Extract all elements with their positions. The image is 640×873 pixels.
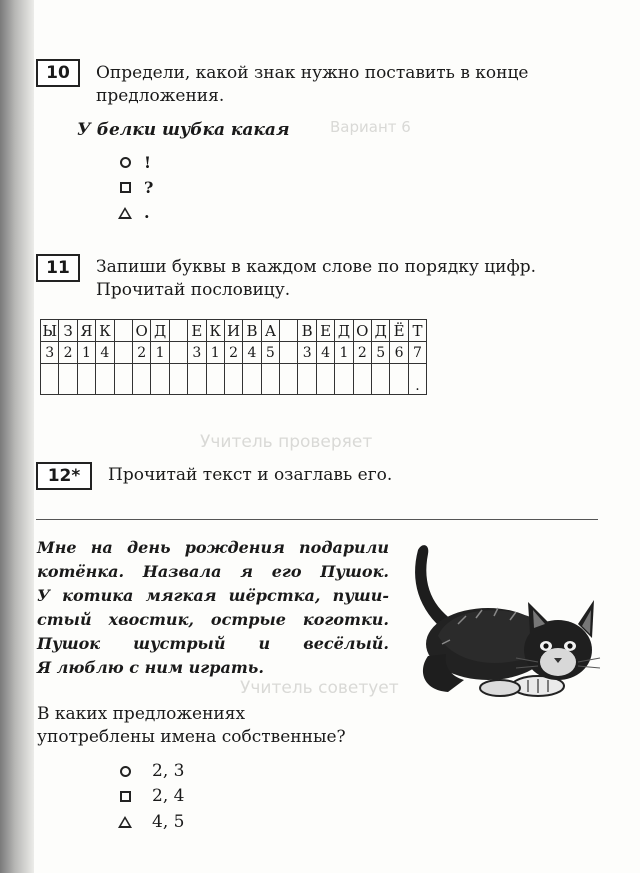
task10-option-3[interactable]: . bbox=[112, 203, 150, 222]
bleed-through-text: Учитель советует bbox=[240, 678, 399, 698]
grid-digit-cell: 3 bbox=[298, 342, 316, 364]
task10-instruction: Определи, какой знак нужно поставить в конце предложения. bbox=[96, 63, 529, 106]
grid-letter-cell: И bbox=[224, 320, 242, 342]
grid-answer-cell[interactable] bbox=[224, 364, 242, 395]
grid-answer-cell[interactable] bbox=[206, 364, 224, 395]
grid-letter-cell: Е bbox=[188, 320, 206, 342]
grid-letter-cell: А bbox=[261, 320, 279, 342]
square-icon bbox=[120, 182, 131, 193]
grid-letter-cell: Ы bbox=[42, 321, 58, 340]
task-number-10: 10 bbox=[36, 59, 80, 87]
grid-digit-cell bbox=[280, 342, 298, 364]
grid-answer-cell[interactable] bbox=[132, 364, 150, 395]
grid-digit-cell: 3 bbox=[41, 342, 59, 364]
grid-answer-cell[interactable] bbox=[353, 364, 371, 395]
task12-story: Мне на день рождения подарили котёнка. Назвала я его Пушок. У котика мягкая шёрстка, пуши- стый хвостик, острые коготки. Пушок шустрый и весёлый. Я люблю с ним играть. bbox=[37, 538, 389, 677]
grid-answer-cell[interactable] bbox=[59, 364, 77, 395]
grid-answer-cell[interactable] bbox=[261, 364, 279, 395]
task10-option-2[interactable]: ? bbox=[112, 178, 153, 197]
task12-option-1[interactable]: 2, 3 bbox=[112, 761, 184, 781]
grid-letter-cell: Ё bbox=[390, 320, 408, 342]
kitten-illustration bbox=[388, 540, 604, 700]
grid-digit-cell: 5 bbox=[372, 342, 390, 364]
grid-answer-cell[interactable] bbox=[298, 364, 316, 395]
grid-digit-cell: 1 bbox=[206, 342, 224, 364]
grid-letter-cell: Т bbox=[408, 320, 426, 342]
grid-digit-cell: 1 bbox=[335, 342, 353, 364]
task12-option-3[interactable]: 4, 5 bbox=[112, 812, 184, 832]
grid-answer-cell[interactable] bbox=[114, 364, 132, 395]
task11-instruction: Запиши буквы в каждом слове по порядку цифр. Прочитай пословицу. bbox=[96, 257, 537, 300]
grid-answer-cell[interactable]: . bbox=[408, 364, 426, 395]
grid-answer-cell[interactable] bbox=[77, 364, 95, 395]
task12-option-2[interactable]: 2, 4 bbox=[112, 786, 184, 806]
grid-digit-cell: 4 bbox=[243, 342, 261, 364]
grid-answer-cell[interactable] bbox=[41, 364, 59, 395]
divider bbox=[36, 519, 598, 520]
task-number-11: 11 bbox=[36, 254, 80, 282]
grid-letter-cell: Я bbox=[77, 320, 95, 342]
page-binding-shadow bbox=[0, 0, 34, 873]
task-number-12: 12* bbox=[36, 462, 92, 490]
grid-digit-cell: 1 bbox=[77, 342, 95, 364]
grid-letter-cell: О bbox=[353, 320, 371, 342]
grid-digit-cell bbox=[169, 342, 187, 364]
triangle-icon bbox=[118, 816, 132, 828]
grid-letter-cell: К bbox=[206, 320, 224, 342]
task10-option-1[interactable]: ! bbox=[112, 153, 151, 172]
circle-icon bbox=[120, 766, 131, 777]
grid-digit-cell: 7 bbox=[408, 342, 426, 364]
square-icon bbox=[120, 791, 131, 802]
task10-sentence: У белки шубка какая bbox=[77, 120, 290, 140]
grid-answer-cell[interactable] bbox=[335, 364, 353, 395]
grid-letter-cell: Д bbox=[335, 320, 353, 342]
grid-answer-cell[interactable] bbox=[316, 364, 334, 395]
grid-letter-cell bbox=[280, 320, 298, 342]
grid-letter-cell: О bbox=[132, 320, 150, 342]
task11-letter-grid bbox=[40, 319, 427, 395]
triangle-icon bbox=[118, 207, 132, 219]
grid-letter-cell bbox=[114, 320, 132, 342]
grid-answer-cell[interactable] bbox=[169, 364, 187, 395]
task12-question: В каких предложениях употреблены имена собственные? bbox=[37, 704, 346, 747]
bleed-through-text: Вариант 6 bbox=[330, 118, 411, 136]
grid-digit-cell: 6 bbox=[390, 342, 408, 364]
grid-digit-cell: 2 bbox=[353, 342, 371, 364]
grid-digit-cell bbox=[114, 342, 132, 364]
grid-digit-cell: 3 bbox=[188, 342, 206, 364]
grid-digit-cell: 4 bbox=[96, 342, 114, 364]
grid-digit-cell: 2 bbox=[132, 342, 150, 364]
grid-letter-cell: В bbox=[298, 320, 316, 342]
grid-answer-cell[interactable] bbox=[390, 364, 408, 395]
circle-icon bbox=[120, 157, 131, 168]
task12-instruction: Прочитай текст и озаглавь его. bbox=[108, 465, 393, 485]
grid-answer-cell[interactable] bbox=[96, 364, 114, 395]
grid-letter-cell: Е bbox=[316, 320, 334, 342]
grid-answer-cell[interactable] bbox=[188, 364, 206, 395]
grid-letter-cell: Д bbox=[372, 320, 390, 342]
grid-digit-cell: 1 bbox=[151, 342, 169, 364]
grid-answer-cell[interactable] bbox=[151, 364, 169, 395]
grid-digit-cell: 2 bbox=[59, 342, 77, 364]
grid-digit-cell: 5 bbox=[261, 342, 279, 364]
grid-letter-cell bbox=[169, 320, 187, 342]
grid-digit-cell: 2 bbox=[224, 342, 242, 364]
grid-letter-cell: З bbox=[59, 320, 77, 342]
grid-answer-cell[interactable] bbox=[243, 364, 261, 395]
grid-letter-cell: К bbox=[96, 320, 114, 342]
bleed-through-text: Учитель проверяет bbox=[200, 432, 373, 452]
grid-digit-cell: 4 bbox=[316, 342, 334, 364]
grid-letter-cell: Д bbox=[151, 320, 169, 342]
grid-answer-cell[interactable] bbox=[280, 364, 298, 395]
grid-letter-cell: В bbox=[243, 320, 261, 342]
grid-answer-cell[interactable] bbox=[372, 364, 390, 395]
